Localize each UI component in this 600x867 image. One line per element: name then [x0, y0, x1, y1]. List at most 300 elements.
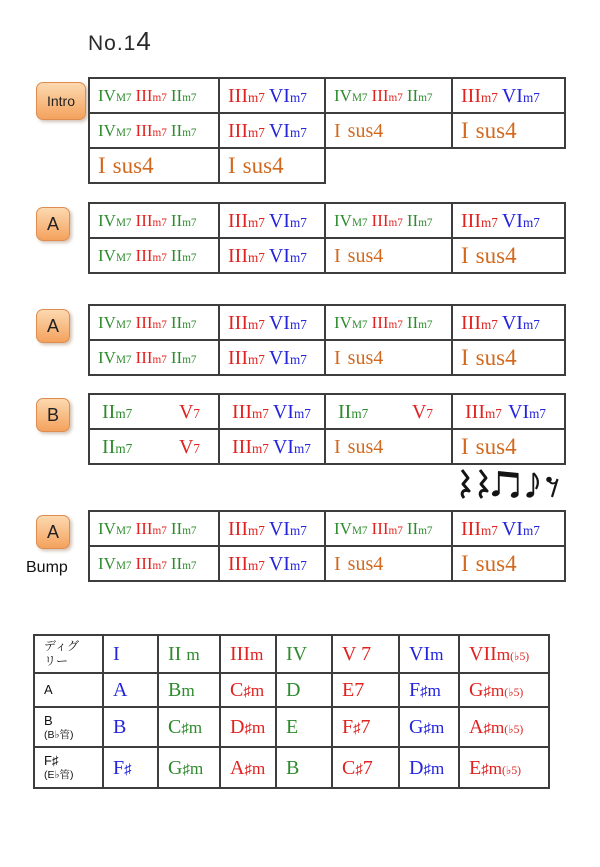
chord-root: I	[461, 118, 469, 143]
chord-quality: m7	[115, 405, 133, 421]
bump-label: Bump	[26, 559, 68, 576]
chord-line	[334, 348, 383, 368]
chord-quality: m7	[484, 405, 502, 421]
chord-symbol	[372, 313, 403, 332]
chord-root: II	[170, 245, 183, 265]
chord-quality: M7	[351, 91, 368, 104]
chord-line	[228, 246, 307, 266]
chord-quality: sus4	[347, 552, 384, 575]
chord-root: VI	[501, 84, 523, 107]
chord-root: III	[135, 120, 153, 140]
degree-chord-cell	[458, 706, 550, 748]
chord-line	[338, 402, 451, 422]
chord-line	[98, 520, 197, 537]
section-label-column	[36, 77, 88, 120]
chord-root: III	[135, 85, 153, 105]
chord-quality: m7	[289, 557, 307, 573]
chord-root: II	[102, 435, 116, 458]
degree-chord: B	[286, 756, 300, 779]
chord-root: III	[371, 210, 389, 230]
chord-line	[102, 402, 218, 422]
chord-table-wrap	[88, 510, 566, 582]
chord-root: II	[406, 518, 419, 538]
chord-root: IV	[98, 347, 116, 367]
chord-cell	[451, 202, 566, 239]
chord-line	[228, 154, 284, 177]
chord-root: III	[228, 209, 248, 232]
chord-root: IV	[98, 553, 116, 573]
chord-symbol	[372, 86, 403, 105]
chord-line	[98, 555, 197, 572]
chord-root: III	[371, 85, 389, 105]
chord-root: IV	[334, 85, 352, 105]
chord-root: I	[461, 345, 469, 370]
degree-key-name: F♯	[44, 753, 59, 769]
chord-root: VI	[272, 435, 294, 458]
degree-chord-cell	[331, 706, 400, 748]
degree-header-label-line: リー	[44, 654, 69, 668]
chord-line	[461, 435, 517, 458]
chord-root: III	[228, 119, 248, 142]
table-row	[88, 112, 566, 149]
chord-quality: m7	[522, 316, 540, 332]
chord-cell	[88, 428, 220, 465]
degree-chord-cell	[219, 706, 277, 748]
degree-chord: C♯m	[230, 679, 265, 701]
chord-cell	[324, 393, 453, 430]
chord-symbol	[269, 210, 307, 232]
chord-symbol	[171, 554, 197, 573]
chord-symbol	[232, 437, 269, 457]
chord-line	[334, 520, 433, 537]
chord-symbol	[407, 519, 433, 538]
chord-root: III	[135, 210, 153, 230]
chord-root: V	[178, 435, 194, 458]
chord-symbol	[461, 243, 517, 268]
beamed-eighth-notes-icon	[491, 471, 519, 499]
chord-symbol	[232, 402, 269, 422]
chord-line	[98, 154, 154, 177]
chord-quality: m7	[480, 214, 498, 230]
chord-symbol	[372, 519, 403, 538]
chord-symbol	[98, 153, 154, 178]
chord-quality: m7	[293, 440, 311, 456]
chord-root: II	[170, 120, 183, 140]
chord-cell	[324, 428, 453, 465]
chord-quality: m7	[182, 216, 197, 229]
chord-symbol	[228, 85, 265, 107]
degree-chord-cell	[331, 746, 400, 789]
chord-quality: m7	[351, 405, 369, 421]
chord-symbol	[407, 86, 433, 105]
chord-symbol	[461, 312, 498, 334]
chord-symbol	[171, 86, 197, 105]
chord-cell	[324, 77, 453, 114]
chord-symbol	[334, 211, 368, 230]
chord-symbol	[407, 313, 433, 332]
chord-quality: sus4	[242, 153, 284, 178]
chord-quality: m7	[388, 216, 403, 229]
chord-line	[228, 211, 307, 231]
section-b	[36, 393, 600, 502]
chord-cell	[88, 393, 220, 430]
chord-root: III	[461, 209, 481, 232]
degree-chord: IV	[286, 643, 308, 665]
chord-symbol	[228, 153, 284, 178]
chord-quality: 7	[193, 440, 200, 456]
table-row	[88, 202, 566, 239]
degree-chord: II m	[168, 643, 200, 665]
degree-chord: Bm	[168, 679, 195, 701]
chord-symbol	[98, 121, 132, 140]
chord-line	[461, 244, 517, 267]
chord-symbol	[334, 519, 368, 538]
flat-five-suffix: (♭5)	[504, 723, 524, 736]
page-title-number: 4	[136, 26, 152, 56]
section-label-b: B	[36, 398, 70, 432]
chord-quality: M7	[115, 353, 132, 366]
chord-quality: m7	[289, 351, 307, 367]
section-label-column	[36, 202, 88, 241]
degree-chord: B	[113, 716, 127, 738]
chord-root: VI	[268, 311, 290, 334]
chord-quality: m7	[152, 524, 167, 537]
chord-symbol	[461, 210, 498, 232]
chord-root: III	[228, 552, 248, 575]
page-title	[0, 0, 600, 57]
chord-root: II	[170, 312, 183, 332]
degree-row	[33, 672, 550, 708]
chord-symbol	[269, 120, 307, 142]
chord-table-wrap	[88, 202, 566, 274]
chord-symbol	[334, 86, 368, 105]
chord-root: I	[461, 243, 469, 268]
degree-chord-cell	[102, 746, 159, 789]
chord-table-wrap	[88, 77, 566, 184]
chord-symbol	[228, 347, 265, 369]
chord-cell	[451, 237, 566, 274]
chord-progression-table	[88, 77, 566, 184]
chord-quality: m7	[152, 126, 167, 139]
chord-root: III	[135, 553, 153, 573]
chord-root: VI	[268, 517, 290, 540]
chord-cell	[218, 545, 326, 582]
chord-line	[98, 314, 197, 331]
chord-quality: M7	[115, 524, 132, 537]
degree-chord-cell	[157, 706, 221, 748]
section-label-a1: A	[36, 207, 70, 241]
chord-symbol	[412, 402, 433, 422]
chord-symbol	[171, 211, 197, 230]
chord-line	[465, 402, 564, 422]
chord-symbol	[508, 402, 546, 422]
chord-quality: 7	[193, 405, 200, 421]
chord-symbol	[98, 86, 132, 105]
chord-root: II	[102, 400, 116, 423]
chord-quality: m7	[289, 214, 307, 230]
chord-cell	[451, 77, 566, 114]
chord-root: VI	[268, 244, 290, 267]
chord-root: II	[406, 312, 419, 332]
chord-quality: m7	[480, 89, 498, 105]
chord-quality: m7	[251, 440, 269, 456]
chord-line	[228, 554, 307, 574]
degree-header-cell	[157, 634, 221, 674]
chord-symbol	[102, 402, 132, 422]
chord-symbol	[98, 554, 132, 573]
chord-symbol	[98, 313, 132, 332]
chord-root: I	[461, 434, 469, 459]
quarter-rest-icon	[462, 470, 469, 498]
degree-chord-cell	[157, 746, 221, 789]
chord-quality: m7	[247, 557, 265, 573]
chord-quality: m7	[152, 251, 167, 264]
chord-cell	[88, 339, 220, 376]
degree-row-label	[44, 682, 53, 698]
degree-chord-cell	[398, 706, 460, 748]
chord-symbol	[228, 312, 265, 334]
chord-root: I	[228, 153, 236, 178]
chord-symbol	[269, 312, 307, 334]
degree-chord: G♯m(♭5)	[469, 679, 524, 701]
chord-symbol	[171, 313, 197, 332]
chord-cell	[324, 510, 453, 547]
chord-symbol	[334, 245, 383, 267]
flat-five-suffix: (♭5)	[504, 686, 524, 699]
chord-cell	[218, 112, 326, 149]
chord-symbol	[136, 86, 167, 105]
chord-quality: M7	[115, 251, 132, 264]
chord-line	[98, 87, 197, 104]
rhythm-notation	[456, 468, 562, 500]
degree-chord: D♯m	[230, 716, 266, 738]
chord-symbol	[502, 312, 540, 334]
degree-chord-cell	[219, 746, 277, 789]
degree-chord: IIIm	[230, 643, 264, 665]
chord-quality: m7	[247, 351, 265, 367]
chord-quality: M7	[351, 524, 368, 537]
chord-quality: sus4	[475, 551, 517, 576]
chord-root: II	[338, 400, 352, 423]
chord-root: III	[461, 311, 481, 334]
chord-line	[461, 211, 540, 231]
chord-root: IV	[98, 518, 116, 538]
chord-line	[334, 212, 433, 229]
degree-chord: VIIm(♭5)	[469, 643, 530, 665]
degree-chord: E♯m(♭5)	[469, 756, 521, 779]
chord-cell	[88, 112, 220, 149]
degree-header-cell	[219, 634, 277, 674]
chord-quality: M7	[115, 126, 132, 139]
chord-progression-table	[88, 393, 566, 465]
flat-five-suffix: (♭5)	[510, 650, 530, 663]
degree-key-note: (B♭管)	[44, 728, 74, 741]
degree-key-name: A	[44, 682, 53, 698]
chord-quality: m7	[529, 405, 546, 421]
chord-quality: m7	[182, 353, 197, 366]
degree-key-name: B	[44, 712, 53, 728]
rhythm-figure	[88, 468, 566, 502]
chord-cell	[88, 237, 220, 274]
chord-cell	[218, 339, 326, 376]
chord-quality: sus4	[112, 153, 154, 178]
chord-progression-table	[88, 510, 566, 582]
chord-symbol	[136, 519, 167, 538]
chord-quality: m7	[182, 318, 197, 331]
chord-quality: m7	[182, 251, 197, 264]
chord-quality: m7	[522, 522, 540, 538]
chord-root: II	[170, 518, 183, 538]
chord-root: IV	[98, 210, 116, 230]
chord-symbol	[465, 402, 502, 422]
chord-line	[461, 552, 517, 575]
chord-quality: m7	[480, 522, 498, 538]
section-label-intro: Intro	[36, 82, 86, 120]
chord-symbol	[136, 121, 167, 140]
chord-cell	[88, 202, 220, 239]
chord-root: III	[371, 312, 389, 332]
chord-line	[232, 402, 324, 422]
degree-chord-cell	[157, 672, 221, 708]
chord-quality: M7	[115, 559, 132, 572]
degree-chord: A	[113, 679, 128, 701]
chord-symbol	[136, 246, 167, 265]
chord-root: VI	[501, 209, 523, 232]
degree-chord-cell	[102, 672, 159, 708]
chord-quality: 7	[426, 405, 433, 421]
chord-quality: sus4	[347, 119, 384, 142]
chord-line	[334, 87, 433, 104]
chord-quality: m7	[152, 216, 167, 229]
chord-quality: m7	[152, 91, 167, 104]
chord-line	[228, 313, 307, 333]
chord-line	[334, 314, 433, 331]
chord-symbol	[269, 553, 307, 575]
degree-chord: D	[286, 679, 301, 701]
degree-chord: E	[286, 716, 299, 738]
chord-cell	[324, 339, 453, 376]
chord-line	[461, 313, 540, 333]
chord-line	[461, 519, 540, 539]
chord-quality: m7	[152, 353, 167, 366]
chord-symbol	[334, 553, 383, 575]
chord-symbol	[136, 313, 167, 332]
chord-quality: m7	[418, 216, 433, 229]
section-a1	[36, 202, 600, 274]
chord-symbol	[461, 518, 498, 540]
chord-symbol	[228, 120, 265, 142]
degree-header-label-line: ディグ	[44, 639, 80, 653]
chord-symbol	[334, 313, 368, 332]
degree-chord: C♯7	[342, 756, 373, 779]
chord-root: II	[406, 85, 419, 105]
chord-line	[334, 554, 383, 574]
chord-quality: m7	[247, 89, 265, 105]
chord-root: IV	[334, 518, 352, 538]
chord-symbol	[98, 246, 132, 265]
chord-cell	[324, 202, 453, 239]
table-row	[88, 147, 566, 184]
chord-quality: m7	[115, 440, 133, 456]
chord-progression-table	[88, 304, 566, 376]
chord-root: II	[170, 347, 183, 367]
section-a2	[36, 304, 600, 376]
chord-symbol	[461, 345, 517, 370]
chord-symbol	[98, 519, 132, 538]
chord-table-wrap	[88, 393, 566, 502]
degree-chord-cell	[275, 746, 333, 789]
chord-quality: sus4	[475, 345, 517, 370]
degree-header-label-cell	[33, 634, 104, 674]
chord-table-wrap	[88, 304, 566, 376]
degree-chord-cell	[458, 746, 550, 789]
chord-root: III	[228, 84, 248, 107]
chord-root: IV	[334, 210, 352, 230]
chord-cell	[88, 304, 220, 341]
degree-table	[33, 634, 550, 789]
chord-quality: sus4	[347, 346, 384, 369]
chord-line	[98, 212, 197, 229]
degree-chord: F♯7	[342, 716, 371, 738]
chord-symbol	[228, 518, 265, 540]
chord-symbol	[228, 553, 265, 575]
chord-root: VI	[268, 209, 290, 232]
degree-row-label-cell	[33, 672, 104, 708]
chord-quality: m7	[182, 559, 197, 572]
table-row	[88, 428, 566, 465]
chord-cell	[324, 304, 453, 341]
chord-root: VI	[268, 119, 290, 142]
chord-quality: m7	[480, 316, 498, 332]
chord-root: IV	[98, 312, 116, 332]
chord-symbol	[269, 245, 307, 267]
chord-line	[334, 121, 383, 141]
chord-root: I	[334, 119, 341, 142]
chord-root: VI	[272, 400, 294, 423]
degree-header-label	[44, 639, 79, 669]
chord-quality: m7	[388, 524, 403, 537]
chord-quality: m7	[388, 91, 403, 104]
degree-row-label-cell	[33, 706, 104, 748]
chord-quality: m7	[182, 126, 197, 139]
chord-symbol	[179, 437, 200, 457]
chord-cell	[88, 545, 220, 582]
chord-cell	[218, 77, 326, 114]
chord-symbol	[179, 402, 200, 422]
degree-chord-cell	[458, 672, 550, 708]
chord-symbol	[269, 518, 307, 540]
section-label-column	[36, 304, 88, 343]
chord-quality: m7	[289, 522, 307, 538]
chord-root: III	[135, 312, 153, 332]
chord-symbol	[228, 210, 265, 232]
degree-chord: F♯	[113, 756, 132, 779]
section-label-column	[36, 393, 88, 432]
chord-cell	[88, 510, 220, 547]
chord-cell	[218, 202, 326, 239]
degree-row-label	[44, 713, 73, 741]
chord-symbol	[269, 347, 307, 369]
chord-root: III	[228, 244, 248, 267]
chord-line	[228, 86, 307, 106]
chord-cell	[451, 393, 566, 430]
chord-line	[102, 437, 218, 457]
chord-line	[461, 119, 517, 142]
chord-symbol	[461, 434, 517, 459]
degree-chord-cell	[219, 672, 277, 708]
chord-cell	[451, 545, 566, 582]
chord-symbol	[102, 437, 132, 457]
